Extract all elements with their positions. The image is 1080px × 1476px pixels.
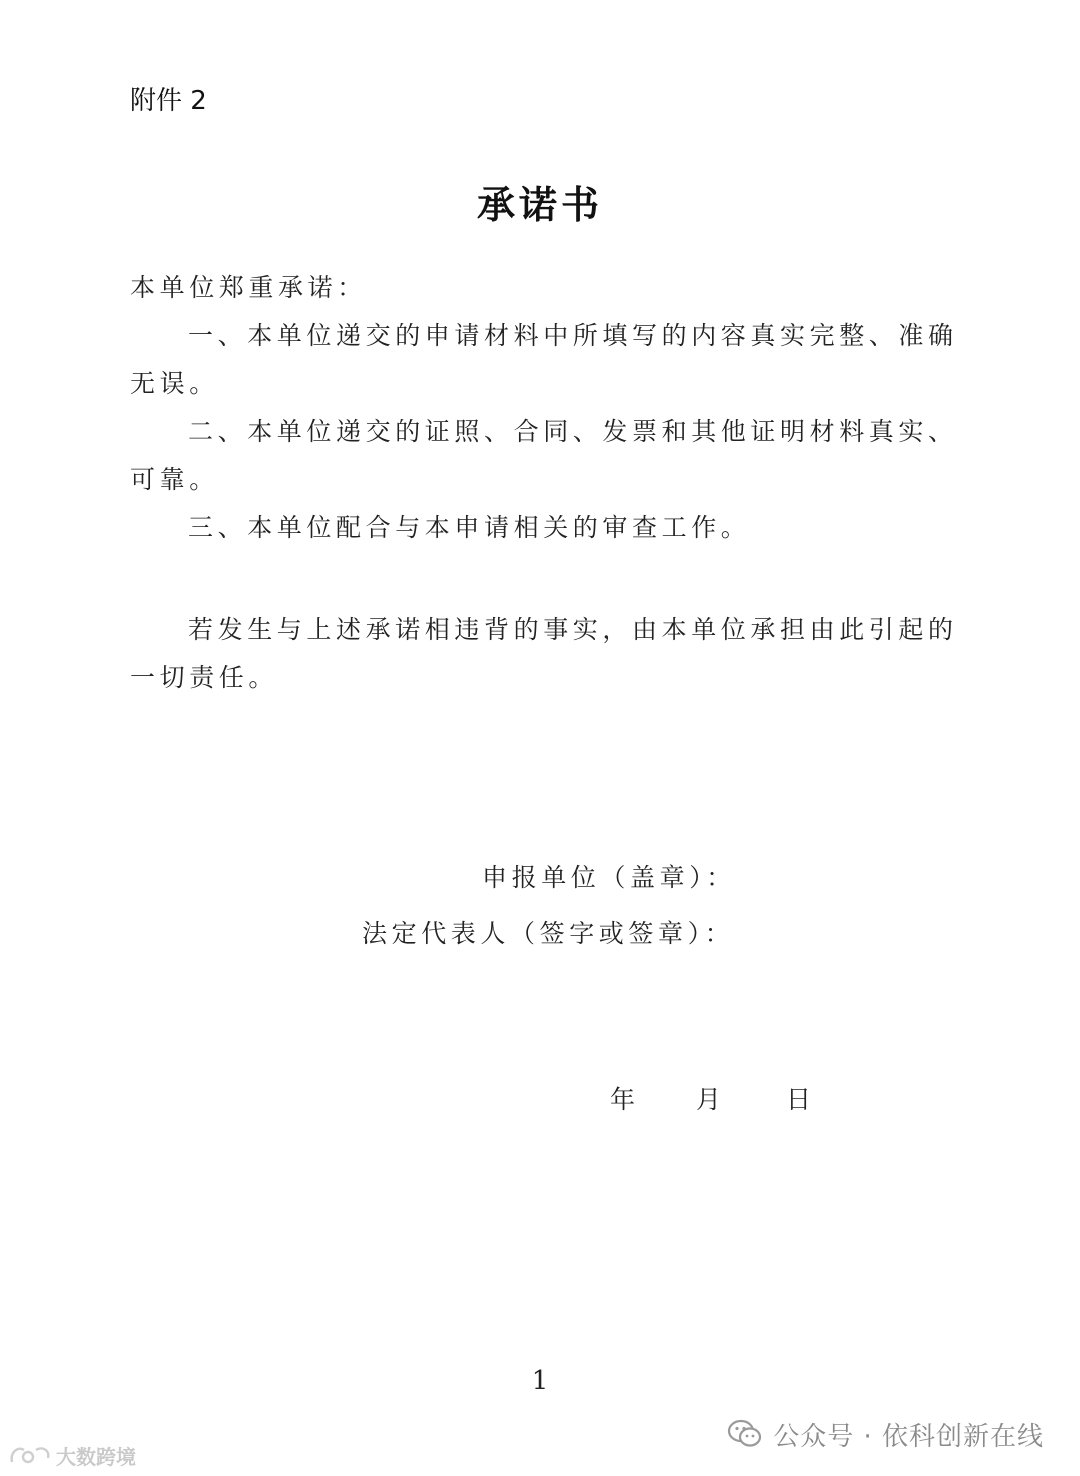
wechat-watermark-text: 公众号 · 依科创新在线 (773, 1421, 1044, 1452)
signature-unit-label: 申报单位（盖章）： (482, 863, 736, 892)
wechat-watermark (727, 1414, 1044, 1454)
signature-representative-label: 法定代表人（签字或签章）： (362, 919, 735, 948)
date-year-label: 年 (610, 1085, 636, 1114)
closing-paragraph: 若发生与上述承诺相违背的事实，由本单位承担由此引起的一切责任。 (130, 615, 958, 692)
date-day-label: 日 (786, 1085, 812, 1114)
brand-watermark (8, 1440, 136, 1470)
brand-logo-icon (8, 1442, 52, 1468)
date-month-label: 月 (696, 1085, 722, 1114)
page-number: 1 (531, 1366, 549, 1396)
attachment-label: 附件 2 (130, 86, 207, 116)
wechat-icon (727, 1419, 763, 1449)
document-title: 承诺书 (476, 182, 603, 227)
commitment-item-3: 三、本单位配合与本申请相关的审查工作。 (188, 513, 751, 542)
commitment-item-1: 一、本单位递交的申请材料中所填写的内容真实完整、准确无误。 (130, 321, 958, 398)
intro-paragraph: 本单位郑重承诺： (130, 273, 367, 302)
brand-watermark-text: 大数跨境 (56, 1444, 136, 1469)
commitment-item-2: 二、本单位递交的证照、合同、发票和其他证明材料真实、可靠。 (130, 417, 958, 494)
date-line (600, 1080, 830, 1120)
